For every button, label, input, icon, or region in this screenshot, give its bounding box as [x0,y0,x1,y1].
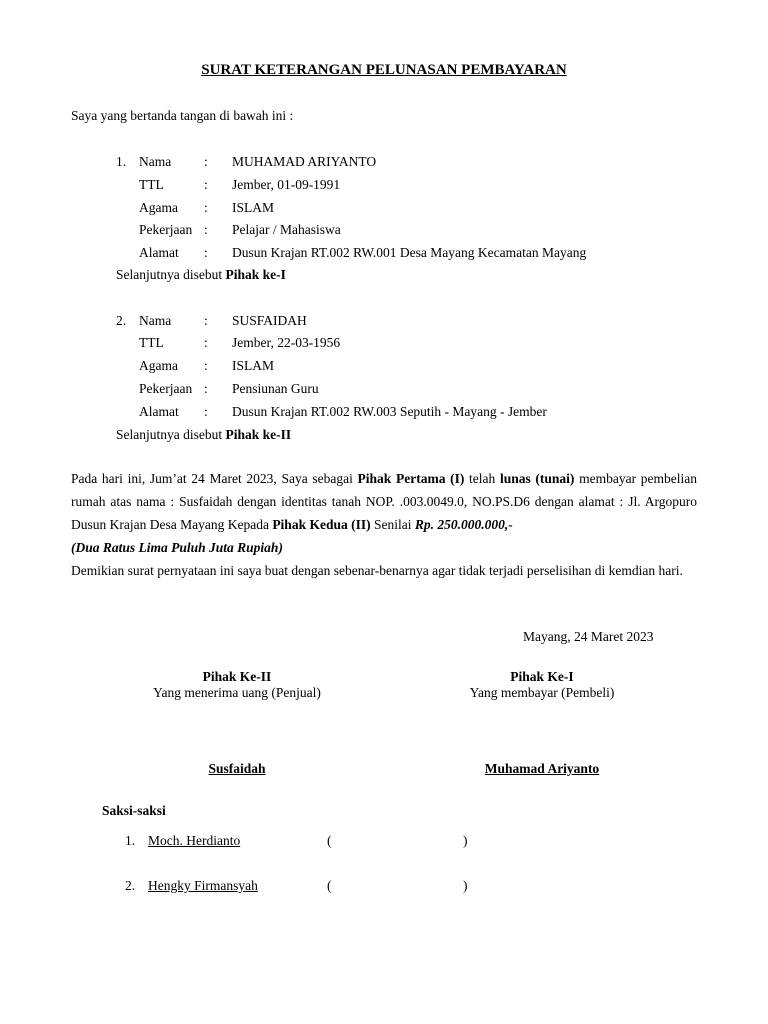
designation-prefix: Selanjutnya disebut [116,267,226,282]
text-segment: telah [464,471,500,486]
party-1-value-ttl: Jember, 01-09-1991 [232,177,341,192]
designation-label: Pihak ke-I [225,267,286,282]
party-2-colon: : [204,381,208,396]
intro-text: Saya yang bertanda tangan di bawah ini : [71,108,294,123]
second-party-term: Pihak Kedua (II) [272,517,371,532]
witness-1-name: Moch. Herdianto [148,833,241,848]
witness-2-name: Hengky Firmansyah [148,878,258,893]
payment-method: lunas (tunai) [499,471,575,486]
payment-statement [71,467,697,559]
left-signature-title: Pihak Ke-II [202,669,272,684]
party-2-colon: : [204,404,208,419]
right-signature-name: Muhamad Ariyanto [484,761,600,776]
designation-prefix: Selanjutnya disebut [116,427,226,442]
witness-1-signature-open: ( [327,833,332,848]
party-1-label-ttl: TTL [139,177,164,192]
left-signature-name-wrap [137,761,337,777]
document-title: SURAT KETERANGAN PELUNASAN PEMBAYARAN [201,62,567,78]
party-2-label-ttl: TTL [139,335,164,350]
payment-amount: Rp. 250.000.000,- [414,517,513,532]
payment-amount-words: (Dua Ratus Lima Puluh Juta Rupiah) [71,540,283,555]
party-2-colon: : [204,335,208,350]
text-segment: membayar pembelian rumah atas nama : Susfaidah dengan identitas tanah NOP. .003.0049.0, NO.PS.D6 dengan alamat : Jl. Argopuro Dusun Krajan Desa Mayang Kepada [71,471,697,532]
first-party-term: Pihak Pertama (I) [357,471,465,486]
party-1-colon: : [204,200,208,215]
text-segment: Pada hari ini, Jum’at 24 Maret 2023, Saya sebagai [71,471,358,486]
left-signature-role: Yang menerima uang (Penjual) [153,685,321,700]
party-1-colon: : [204,154,208,169]
designation-label: Pihak ke-II [225,427,292,442]
party-2-label-pekerjaan: Pekerjaan [139,381,193,396]
party-1-colon: : [204,245,208,260]
witness-1-signature-close: ) [463,833,468,848]
party-1-colon: : [204,222,208,237]
party-1-label-pekerjaan: Pekerjaan [139,222,193,237]
party-1-value-pekerjaan: Pelajar / Mahasiswa [232,222,341,237]
party-1-value-name: MUHAMAD ARIYANTO [232,154,377,169]
place-date: Mayang, 24 Maret 2023 [523,629,654,644]
witness-2-signature-open: ( [327,878,332,893]
party-2-label-name: Nama [139,313,172,328]
party-1-colon: : [204,177,208,192]
left-signature-name: Susfaidah [208,761,266,776]
party-2-colon: : [204,358,208,373]
party-2-label-agama: Agama [139,358,178,373]
closing-statement: Demikian surat pernyataan ini saya buat dengan sebenar-benarnya agar tidak terjadi perselisihan di kemdian hari. [71,563,683,578]
witness-2-number: 2. [125,878,136,893]
witnesses-heading: Saksi-saksi [102,803,166,818]
party-1-designation [116,267,286,283]
text-segment: Senilai [370,517,415,532]
party-2-value-agama: ISLAM [232,358,275,373]
witness-2-signature-close: ) [463,878,468,893]
party-2-value-name: SUSFAIDAH [232,313,307,328]
party-1-label-name: Nama [139,154,172,169]
witness-1-number: 1. [125,833,136,848]
party-2-value-pekerjaan: Pensiunan Guru [232,381,319,396]
party-2-value-ttl: Jember, 22-03-1956 [232,335,341,350]
party-1-value-agama: ISLAM [232,200,275,215]
right-signature-name-wrap [442,761,642,777]
party-1-number: 1. [116,154,127,169]
party-2-label-alamat: Alamat [139,404,179,419]
party-2-colon: : [204,313,208,328]
body-paragraphs [71,467,697,582]
right-signature-title: Pihak Ke-I [510,669,574,684]
party-2-value-alamat: Dusun Krajan RT.002 RW.003 Seputih - Mayang - Jember [232,404,547,419]
party-2-designation [116,427,291,443]
party-1-label-agama: Agama [139,200,178,215]
party-2-number: 2. [116,313,127,328]
party-1-value-alamat: Dusun Krajan RT.002 RW.001 Desa Mayang Kecamatan Mayang [232,245,587,260]
party-1-label-alamat: Alamat [139,245,179,260]
right-signature-role: Yang membayar (Pembeli) [469,685,615,700]
